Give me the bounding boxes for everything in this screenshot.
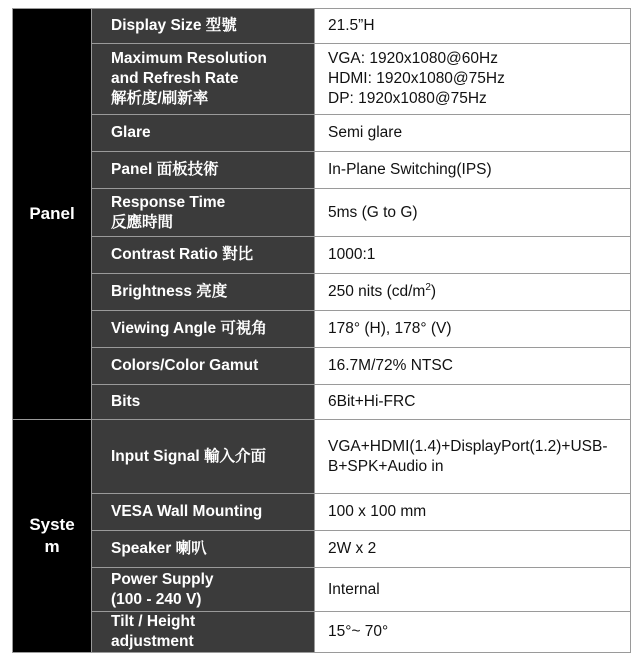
table-row (13, 189, 631, 237)
table-row (13, 237, 631, 274)
spec-value: 6Bit+Hi-FRC (315, 385, 631, 420)
spec-value: 21.5”H (315, 9, 631, 44)
spec-value: 15°~ 70° (315, 612, 631, 653)
spec-label: Response Time 反應時間 (92, 189, 315, 237)
spec-value: 178° (H), 178° (V) (315, 311, 631, 348)
table-row (13, 115, 631, 152)
spec-label: Brightness 亮度 (92, 274, 315, 311)
spec-value: 1000:1 (315, 237, 631, 274)
spec-value: In-Plane Switching(IPS) (315, 152, 631, 189)
spec-value: 2W x 2 (315, 531, 631, 568)
spec-label: Colors/Color Gamut (92, 348, 315, 385)
spec-value: Internal (315, 568, 631, 612)
spec-value (315, 274, 631, 311)
table-row (13, 494, 631, 531)
spec-label: Contrast Ratio 對比 (92, 237, 315, 274)
spec-label: Maximum Resolution and Refresh Rate 解析度/刷新率 (92, 44, 315, 115)
table-row (13, 348, 631, 385)
table-row (13, 612, 631, 653)
spec-label: Panel 面板技術 (92, 152, 315, 189)
brightness-value: 250 nits (cd/m (328, 283, 426, 300)
table-row (13, 420, 631, 494)
superscript: 2 (425, 281, 431, 293)
spec-label: VESA Wall Mounting (92, 494, 315, 531)
spec-value: 100 x 100 mm (315, 494, 631, 531)
spec-label: Speaker 喇叭 (92, 531, 315, 568)
table-row (13, 311, 631, 348)
table-row (13, 568, 631, 612)
table-row (13, 44, 631, 115)
group-label-panel: Panel (13, 9, 92, 420)
table-row (13, 385, 631, 420)
spec-value: VGA: 1920x1080@60Hz HDMI: 1920x1080@75Hz DP: 1920x1080@75Hz (315, 44, 631, 115)
brightness-value-suffix: ) (430, 283, 437, 300)
spec-table (12, 8, 631, 653)
spec-value: 5ms (G to G) (315, 189, 631, 237)
group-label-system: Syste m (13, 420, 92, 653)
table-row (13, 274, 631, 311)
spec-label: Glare (92, 115, 315, 152)
spec-value: VGA+HDMI(1.4)+DisplayPort(1.2)+USB- B+SPK+Audio in (315, 420, 631, 494)
spec-label: Power Supply (100 - 240 V) (92, 568, 315, 612)
spec-label: Input Signal 輸入介面 (92, 420, 315, 494)
spec-label: Viewing Angle 可視角 (92, 311, 315, 348)
table-row (13, 152, 631, 189)
spec-label: Display Size 型號 (92, 9, 315, 44)
spec-label: Tilt / Height adjustment (92, 612, 315, 653)
spec-value: 16.7M/72% NTSC (315, 348, 631, 385)
spec-label: Bits (92, 385, 315, 420)
table-row (13, 531, 631, 568)
table-row (13, 9, 631, 44)
spec-value: Semi glare (315, 115, 631, 152)
